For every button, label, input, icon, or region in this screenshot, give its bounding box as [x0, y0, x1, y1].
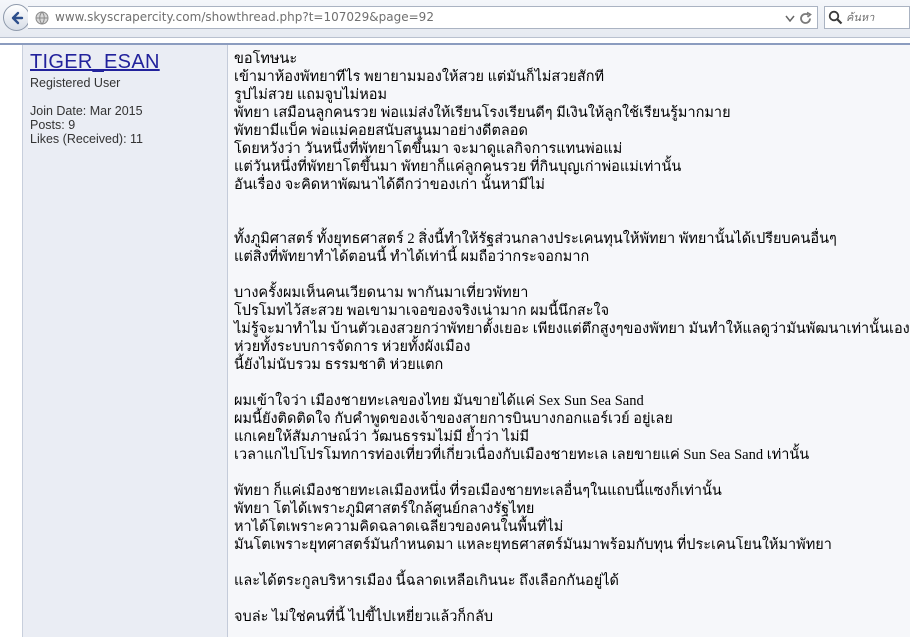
message-line: หาได้โตเพราะความคิดฉลาดเฉลียวของคนในพื้นที่ไม่	[234, 519, 564, 535]
back-arrow-icon	[9, 10, 25, 26]
message-line: บางครั้งผมเห็นคนเวียดนาม พากันมาเที่ยวพัทยา	[234, 285, 529, 301]
message-line: รูปไม่สวย แถมจูบไม่หอม	[234, 87, 388, 103]
post-message-area	[228, 45, 910, 637]
user-title: Registered User	[30, 76, 121, 90]
message-line: ผมนี้ยังติดติดใจ กับคำพูดของเจ้าของสายการบินบางกอกแอร์เวย์ อยู่เลย	[234, 411, 673, 427]
url-domain: www.skyscrapercity.com	[55, 10, 202, 24]
user-info-panel	[23, 45, 228, 637]
reload-icon[interactable]	[798, 11, 813, 26]
message-line: เข้ามาห้องพัทยาทีไร พยายามมองให้สวย แต่มันก็ไม่สวยสักที	[234, 69, 605, 85]
message-line: เวลาแกไปโปรโมทการท่องเที่ยวที่เกี่ยวเนื่องกับเมืองชายทะเล เลยขายแค่ Sun Sea Sand เท่านั้น	[234, 447, 810, 463]
message-line: โดยหวังว่า วันหนึ่งที่พัทยาโตขึ้นมา จะมาดูแลกิจการแทนพ่อแม่	[234, 141, 623, 157]
message-line: ผมเข้าใจว่า เมืองชายทะเลของไทย มันขายได้แค่ Sex Sun Sea Sand	[234, 393, 644, 409]
search-input[interactable]	[846, 8, 908, 27]
message-line: พัทยามีแบ็ค พ่อแม่คอยสนับสนุนมาอย่างดีตลอด	[234, 123, 528, 139]
message-line: แกเคยให้สัมภาษณ์ว่า วัฒนธรรมไม่มี ย้ำว่า ไม่มี	[234, 429, 530, 445]
url-dropdown-icon[interactable]	[785, 15, 795, 22]
message-line	[234, 266, 910, 284]
post-left-edge	[0, 45, 23, 637]
message-line: นี้ยังไม่นับรวม ธรรมชาติ ห่วยแตก	[234, 357, 444, 373]
message-line: และได้ตระกูลบริหารเมือง นี้ฉลาดเหลือเกินนะ ถึงเลือกกันอยู่ได้	[234, 573, 619, 589]
message-line	[234, 374, 910, 392]
post-message	[234, 50, 910, 626]
url-path: /showthread.php?t=107029&page=92	[201, 10, 434, 24]
message-line	[234, 590, 910, 608]
message-line	[234, 464, 910, 482]
browser-toolbar	[0, 0, 910, 38]
url-text[interactable]	[55, 10, 434, 24]
join-date: Join Date: Mar 2015	[30, 104, 143, 118]
search-box[interactable]	[824, 6, 910, 29]
message-line: พัทยา ก็แค่เมืองชายทะเลเมืองหนึ่ง ที่รอเมืองชายทะเลอื่นๆในแถบนี้แซงก็เท่านั้น	[234, 483, 722, 499]
message-line: พัทยา เสมือนลูกคนรวย พ่อแม่ส่งให้เรียนโรงเรียนดีๆ มีเงินให้ลูกใช้เรียนรู้มากมาย	[234, 105, 731, 121]
likes-received: Likes (Received): 11	[30, 132, 144, 146]
message-line: จบล่ะ ไม่ใช่คนที่นี้ ไปขี้ไปเหยี่ยวแล้วก็กลับ	[234, 609, 494, 625]
search-icon[interactable]	[828, 10, 843, 25]
message-line: แต่สิ่งที่พัทยาทำได้ตอนนี้ ทำได้เท่านี้ ผมถือว่ากระจอกมาก	[234, 249, 590, 265]
message-line: ห่วยทั้งระบบการจัดการ ห่วยทั้งผังเมือง	[234, 339, 471, 355]
address-bar[interactable]	[28, 6, 818, 29]
message-line: แต่วันหนึ่งที่พัทยาโตขึ้นมา พัทยาก็แค่ลูกคนรวย ที่กินบุญเก่าพ่อแม่เท่านั้น	[234, 159, 682, 175]
message-line	[234, 212, 910, 230]
message-line	[234, 194, 910, 212]
message-line: อันเรื่อง จะคิดหาพัฒนาได้ดีกว่าของเก่า นั้นหามีไม่	[234, 177, 545, 193]
message-line	[234, 554, 910, 572]
globe-icon	[35, 11, 49, 25]
message-line: ไม่รู้จะมาทำไม บ้านตัวเองสวยกว่าพัทยาตั้งเยอะ เพียงแต่ตึกสูงๆของพัทยา มันทำให้แลดูว่ามันพัฒนาเท่านั้นเอง	[234, 321, 910, 337]
page-top-strip	[0, 38, 910, 45]
back-button[interactable]	[3, 4, 30, 31]
message-line: ทั้งภูมิศาสตร์ ทั้งยุทธศาสตร์ 2 สิ่งนี้ทำให้รัฐส่วนกลางประเคนทุนให้พัทยา พัทยานั้นได้เปรียบคนอื่นๆ	[234, 231, 837, 247]
username-link[interactable]: TIGER_ESAN	[30, 51, 160, 73]
post-count: Posts: 9	[30, 118, 76, 132]
forum-post	[0, 45, 910, 637]
message-line: พัทยา โตได้เพราะภูมิศาสตร์ใกล้ศูนย์กลางรัฐไทย	[234, 501, 535, 517]
message-line: ขอโทษนะ	[234, 51, 298, 67]
message-line: โปรโมทไว้สะสวย พอเขามาเจอของจริงเน่ามาก ผมนี้นึกสะใจ	[234, 303, 610, 319]
message-line: มันโตเพราะยุทศาสตร์มันกำหนดมา แหละยุทธศาสตร์มันมาพร้อมกับทุน ที่ประเคนโยนให้มาพัทยา	[234, 537, 832, 553]
